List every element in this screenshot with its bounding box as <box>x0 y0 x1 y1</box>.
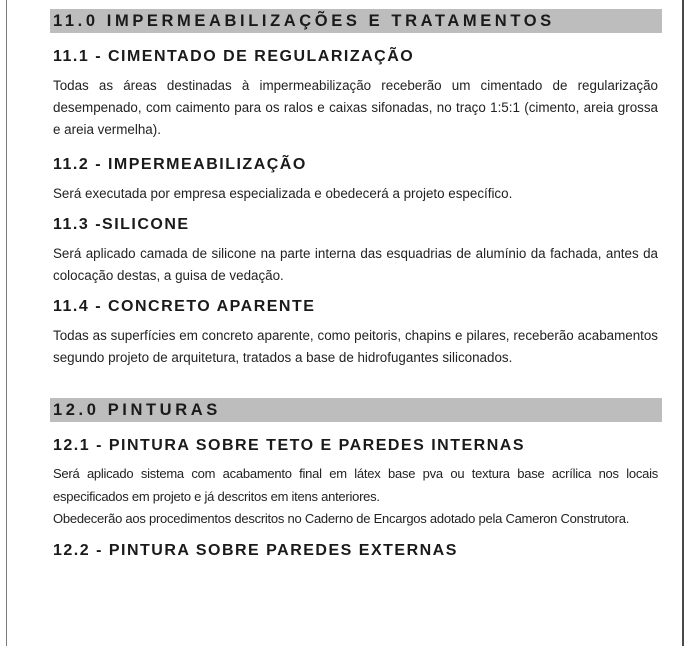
section-paragraph: Será aplicado camada de silicone na parte interna das esquadrias de alumínio da fachada, antes da colocação destas, a guisa de vedação. <box>53 246 658 283</box>
document-body <box>50 9 662 561</box>
section-title-11-3: 11.3 -SILICONE <box>53 216 190 233</box>
section-paragraph: Todas as superfícies em concreto aparente, como peitoris, chapins e pilares, receberão acabamentos segundo projeto de arquitetura, tratados a base de hidrofugantes siliconados. <box>53 328 658 365</box>
section-spacer <box>50 369 662 398</box>
chapter-heading-11: 11.0 IMPERMEABILIZAÇÕES E TRATAMENTOS <box>50 9 662 33</box>
section-title-12-2: 12.2 - PINTURA SOBRE PAREDES EXTERNAS <box>53 541 458 559</box>
section-title-11-4: 11.4 - CONCRETO APARENTE <box>53 298 316 315</box>
section-paragraph: Obedecerão aos procedimentos descritos no Caderno de Encargos adotado pela Cameron Construtora. <box>53 511 630 526</box>
section-paragraph: Todas as áreas destinadas à impermeabilização receberão um cimentado de regularização desempenado, com caimento para os ralos e caixas sifonadas, no traço 1:5:1 (cimento, areia grossa e areia vermelha). <box>53 78 658 137</box>
section-paragraph: Será executada por empresa especializada e obedecerá a projeto específico. <box>53 186 513 201</box>
section-title-11-1: 11.1 - CIMENTADO DE REGULARIZAÇÃO <box>53 48 415 65</box>
section-paragraph: Será aplicado sistema com acabamento final em látex base pva ou textura base acrílica nos locais especificados em projeto e já descritos em itens anteriores. <box>53 466 658 504</box>
section-title-12-1: 12.1 - PINTURA SOBRE TETO E PAREDES INTERNAS <box>53 437 525 454</box>
chapter-heading-12: 12.0 PINTURAS <box>50 398 662 422</box>
section-title-11-2: 11.2 - IMPERMEABILIZAÇÃO <box>53 156 307 173</box>
page-left-edge <box>6 0 7 646</box>
